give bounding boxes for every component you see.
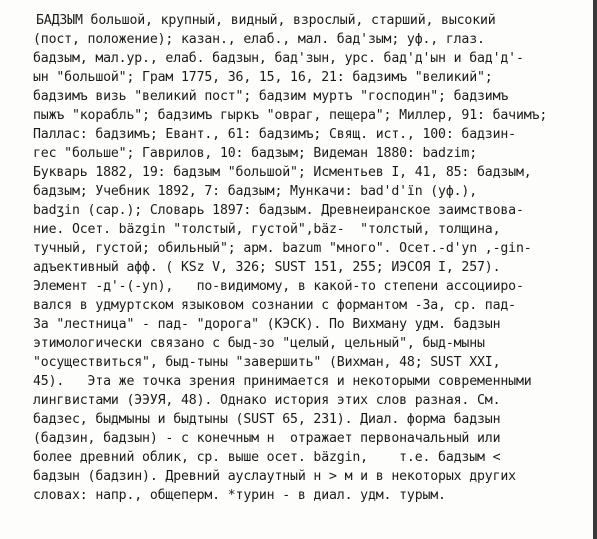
entry-line: (пост, положение); казан., елаб., мал. бад'зым; уф., глаз. xyxy=(33,32,485,47)
entry-line: Паллас: бадзимъ; Евант., 61: бадзимъ; Свящ. ист., 100: бадзин- xyxy=(33,127,516,142)
entry-line: бадзес, быдмыны и быдтыны (SUST 65, 231). Диал. форма бадзын xyxy=(33,412,501,427)
entry-line: Элемент -д'-(-yn), по-видимому, в какой-то степени ассоцииро- xyxy=(33,279,524,294)
entry-line: адъективный афф. ( KSz V, 326; SUST 151, 255; ИЭСОЯ I, 257). xyxy=(33,260,501,275)
entry-line: бадзимъ визь "великий пост"; бадзим муртъ "господин"; бадзимъ xyxy=(33,89,509,104)
entry-line: badʒin (сар.); Словарь 1897: бадзым. Древнеиранское заимствова- xyxy=(33,203,524,218)
entry-line: ын "большой"; Грам 1775, 36, 15, 16, 21: бадзимъ "великий"; xyxy=(33,70,493,85)
entry-line: этимологически связано с быд-зо "целый, цельный", быд-мыны xyxy=(33,336,485,351)
entry-line: Букварь 1882, 19: бадзым "большой"; Исментьев I, 41, 85: бадзым, xyxy=(33,165,532,180)
entry-line: пыжъ "корабль"; бадзимъ гыркъ "овраг, пещера"; Миллер, 91: бачимъ; xyxy=(33,108,548,123)
entry-line: бадзым, мал.ур., елаб. бадзын, бад'зын, урс. бад'д'ын и бад'д'- xyxy=(33,51,524,66)
entry-line: бадзым; Учебник 1892, 7: бадзым; Мункачи: bad'd'ïn (уф.), xyxy=(33,184,478,199)
entry-line: словах: напр., общеперм. *турин - в диал. удм. турым. xyxy=(33,488,446,503)
page-edge-divider xyxy=(593,0,597,539)
entry-line: (бадзин, бадзын) - с конечным н отражает первоначальный или xyxy=(33,431,501,446)
entry-line: тучный, густой; обильный"; арм. bazum "много". Осет.-d'yn ,-gin- xyxy=(33,241,532,256)
entry-line: 3а "лестница" - пад- "дорога" (КЭСК). По Вихману удм. бадзын xyxy=(33,317,501,332)
entry-line: БАДЗЫМ большой, крупный, видный, взрослый, старший, высокий xyxy=(36,13,496,28)
entry-line: вался в удмуртском языковом сознании с формантом -3а, ср. пад- xyxy=(33,298,516,313)
entry-line: гес "больше"; Гаврилов, 10: бадзым; Видеман 1880: badzim; xyxy=(33,146,478,161)
entry-line: более древний облик, ср. выше осет. bäzgin, т.е. бадзым < xyxy=(33,450,501,465)
entry-line: ние. Осет. bäzgin "толстый, густой",bäz- "толстый, толщина, xyxy=(33,222,501,237)
entry-line: лингвистами (ЭЭУЯ, 48). Однако история этих слов разная. См. xyxy=(33,393,501,408)
entry-line: 45). Эта же точка зрения принимается и некоторыми современными xyxy=(33,374,532,389)
entry-line: "осуществиться", быд-тыны "завершить" (Вихман, 48; SUST XXI, xyxy=(33,355,501,370)
entry-line: бадзын (бадзин). Древний ауслаутный н > м и в некоторых других xyxy=(33,469,516,484)
